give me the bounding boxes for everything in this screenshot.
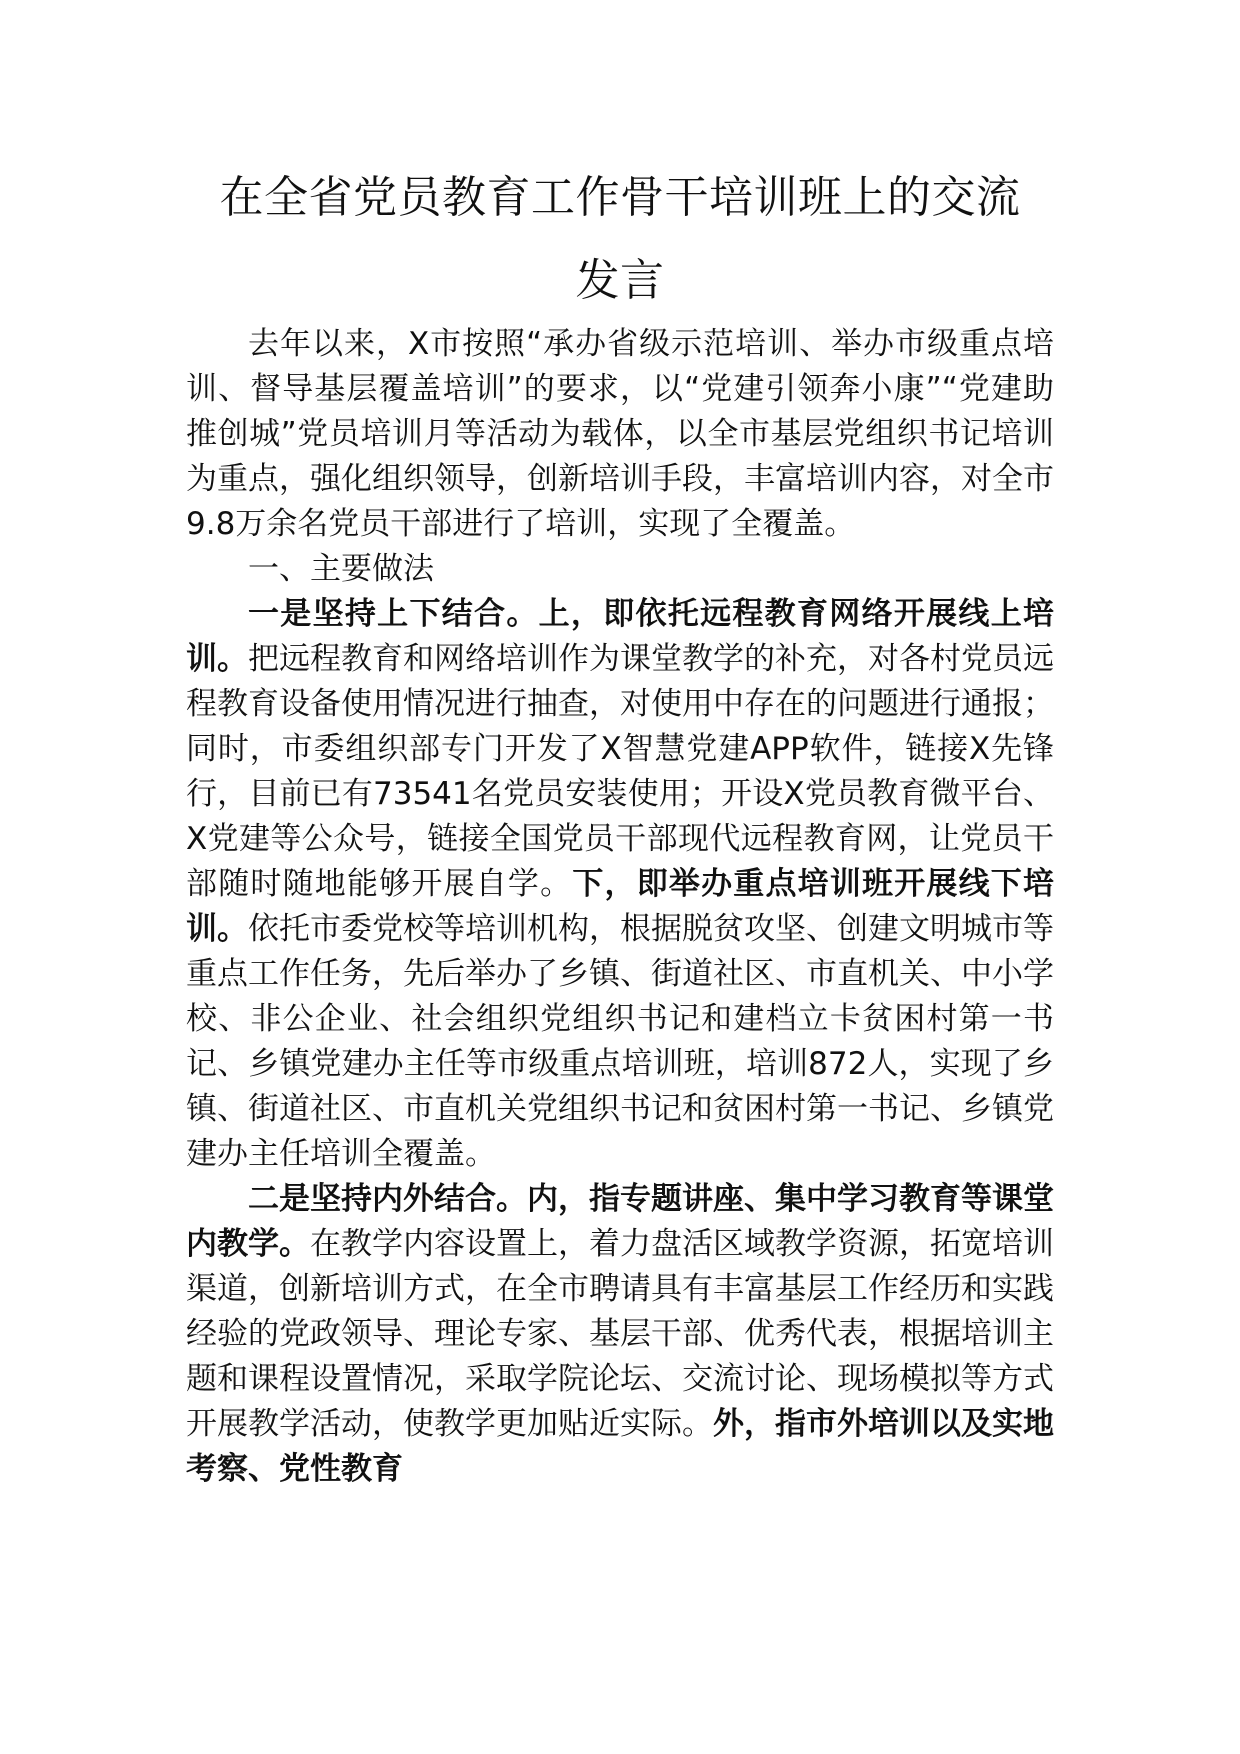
paragraph-two-text-a: 在教学内容设置上，着力盘活区域教学资源，拓宽培训渠道，创新培训方式，在全市聘请具有丰富基层工作经历和实践经验的党政领导、理论专家、基层干部、优秀代表，根据培训主题和课程设置情况，采取学院论坛、交流讨论、现场模拟等方式开展教学活动，使教学更加贴近实际。 xyxy=(186,1226,1054,1442)
paragraph-one-text-b: 依托市委党校等培训机构，根据脱贫攻坚、创建文明城市等重点工作任务，先后举办了乡镇、街道社区、市直机关、中小学校、非公企业、社会组织党组织书记和建档立卡贫困村第一书记、乡镇党建办主任等市级重点培训班，培训872人，实现了乡镇、街道社区、市直机关党组织书记和贫困村第一书记、乡镇党建办主任培训全覆盖。 xyxy=(186,911,1054,1172)
paragraph-one-lead: 一是坚持上下结合。上，即依托远程教育网络开展线上培训。 xyxy=(186,596,1054,677)
document-title xyxy=(186,156,1054,322)
document-page xyxy=(186,156,1054,1492)
paragraph-one xyxy=(186,592,1054,1177)
intro-paragraph: 去年以来，X市按照“承办省级示范培训、举办市级重点培训、督导基层覆盖培训”的要求，以“党建引领奔小康”“党建助推创城”党员培训月等活动为载体，以全市基层党组织书记培训为重点，强化组织领导，创新培训手段，丰富培训内容，对全市9.8万余名党员干部进行了培训，实现了全覆盖。 xyxy=(186,326,1054,542)
title-line-2: 发言 xyxy=(575,255,665,306)
paragraph-two-mid: 外，指市外培训以及实地考察、党性教育 xyxy=(186,1406,1054,1487)
section-heading: 一、主要做法 xyxy=(248,551,434,587)
paragraph-one-text-a: 把远程教育和网络培训作为课堂教学的补充，对各村党员远程教育设备使用情况进行抽查，对使用中存在的问题进行通报；同时，市委组织部专门开发了X智慧党建APP软件，链接X先锋行，目前已有73541名党员安装使用；开设X党员教育微平台、X党建等公众号，链接全国党员干部现代远程教育网，让党员干部随时随地能够开展自学。 xyxy=(186,641,1054,902)
paragraph-one-mid: 下，即举办重点培训班开展线下培训。 xyxy=(186,866,1055,947)
document-body xyxy=(186,322,1054,1492)
paragraph-two xyxy=(186,1177,1054,1492)
paragraph-two-lead: 二是坚持内外结合。内，指专题讲座、集中学习教育等课堂内教学。 xyxy=(186,1181,1054,1262)
title-line-1: 在全省党员教育工作骨干培训班上的交流 xyxy=(219,172,1021,223)
